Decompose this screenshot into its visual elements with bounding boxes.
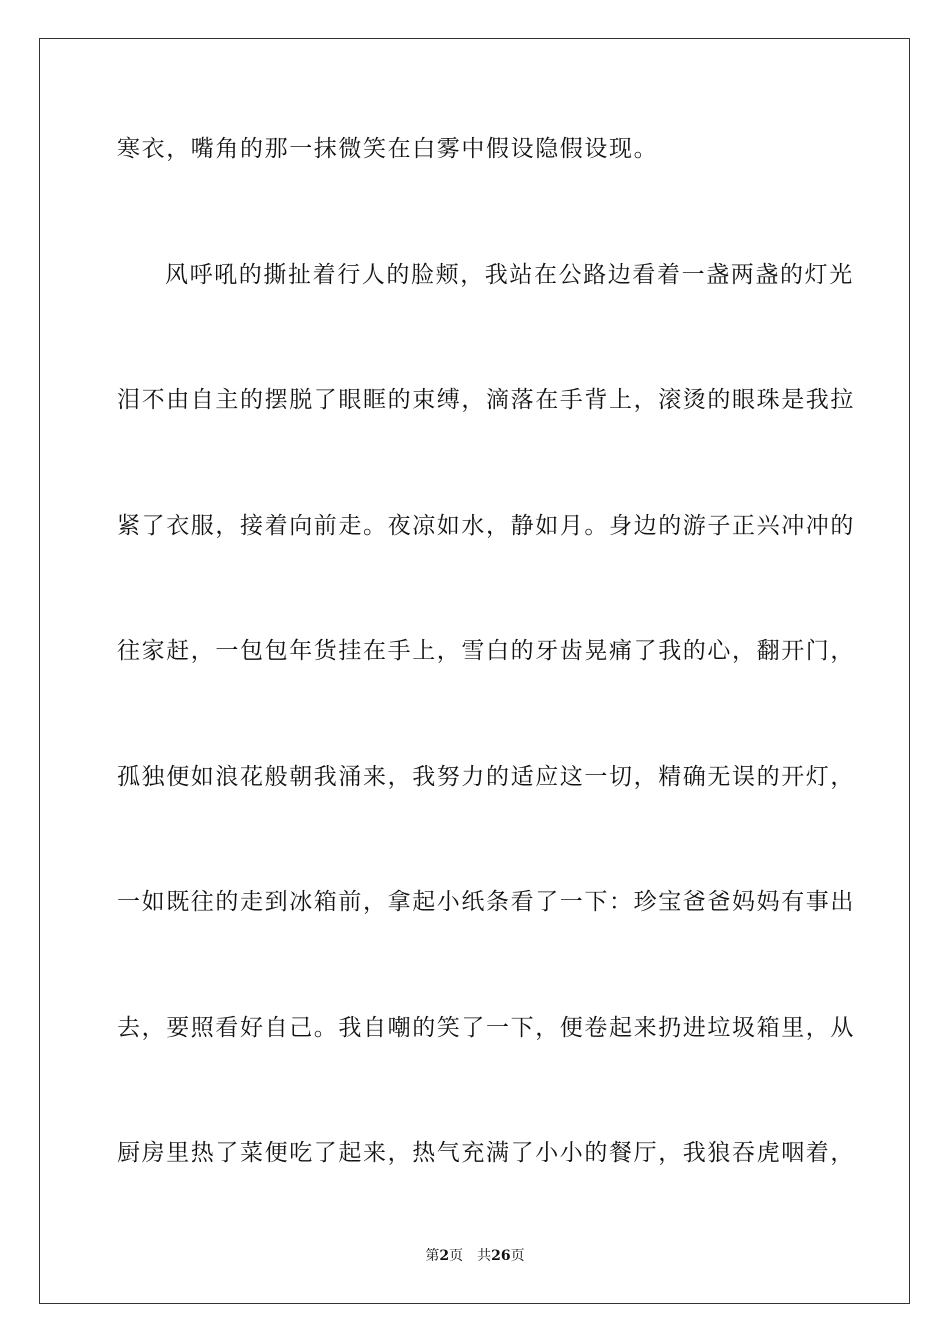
text-line-1: 寒衣，嘴角的那一抹微笑在白雾中假设隐假设现。 (117, 136, 659, 162)
page-number: 2 (439, 1248, 450, 1264)
text-line-5: 往家赶，一包包年货挂在手上，雪白的牙齿晃痛了我的心，翻开门， (117, 638, 855, 664)
page-footer (0, 1247, 950, 1265)
total-suffix: 页 (510, 1248, 525, 1264)
total-prefix: 共 (477, 1248, 492, 1264)
text-line-4: 紧了衣服，接着向前走。夜凉如水，静如月。身边的游子正兴冲冲的 (117, 513, 855, 539)
text-line-8: 去，要照看好自己。我自嘲的笑了一下，便卷起来扔进垃圾箱里，从 (117, 1015, 855, 1041)
page-suffix: 页 (449, 1248, 464, 1264)
text-line-3: 泪不由自主的摆脱了眼眶的束缚，滴落在手背上，滚烫的眼珠是我拉 (117, 387, 855, 413)
text-line-6: 孤独便如浪花般朝我涌来，我努力的适应这一切，精确无误的开灯， (117, 764, 855, 790)
text-line-9: 厨房里热了菜便吃了起来，热气充满了小小的餐厅，我狼吞虎咽着， (117, 1140, 855, 1166)
total-pages: 26 (491, 1248, 511, 1264)
page-border (39, 38, 910, 1304)
text-line-7: 一如既往的走到冰箱前，拿起小纸条看了一下：珍宝爸爸妈妈有事出 (117, 889, 855, 915)
page-prefix: 第 (425, 1248, 440, 1264)
text-line-2: 风呼吼的撕扯着行人的脸颊，我站在公路边看着一盏两盏的灯光 (165, 262, 854, 288)
